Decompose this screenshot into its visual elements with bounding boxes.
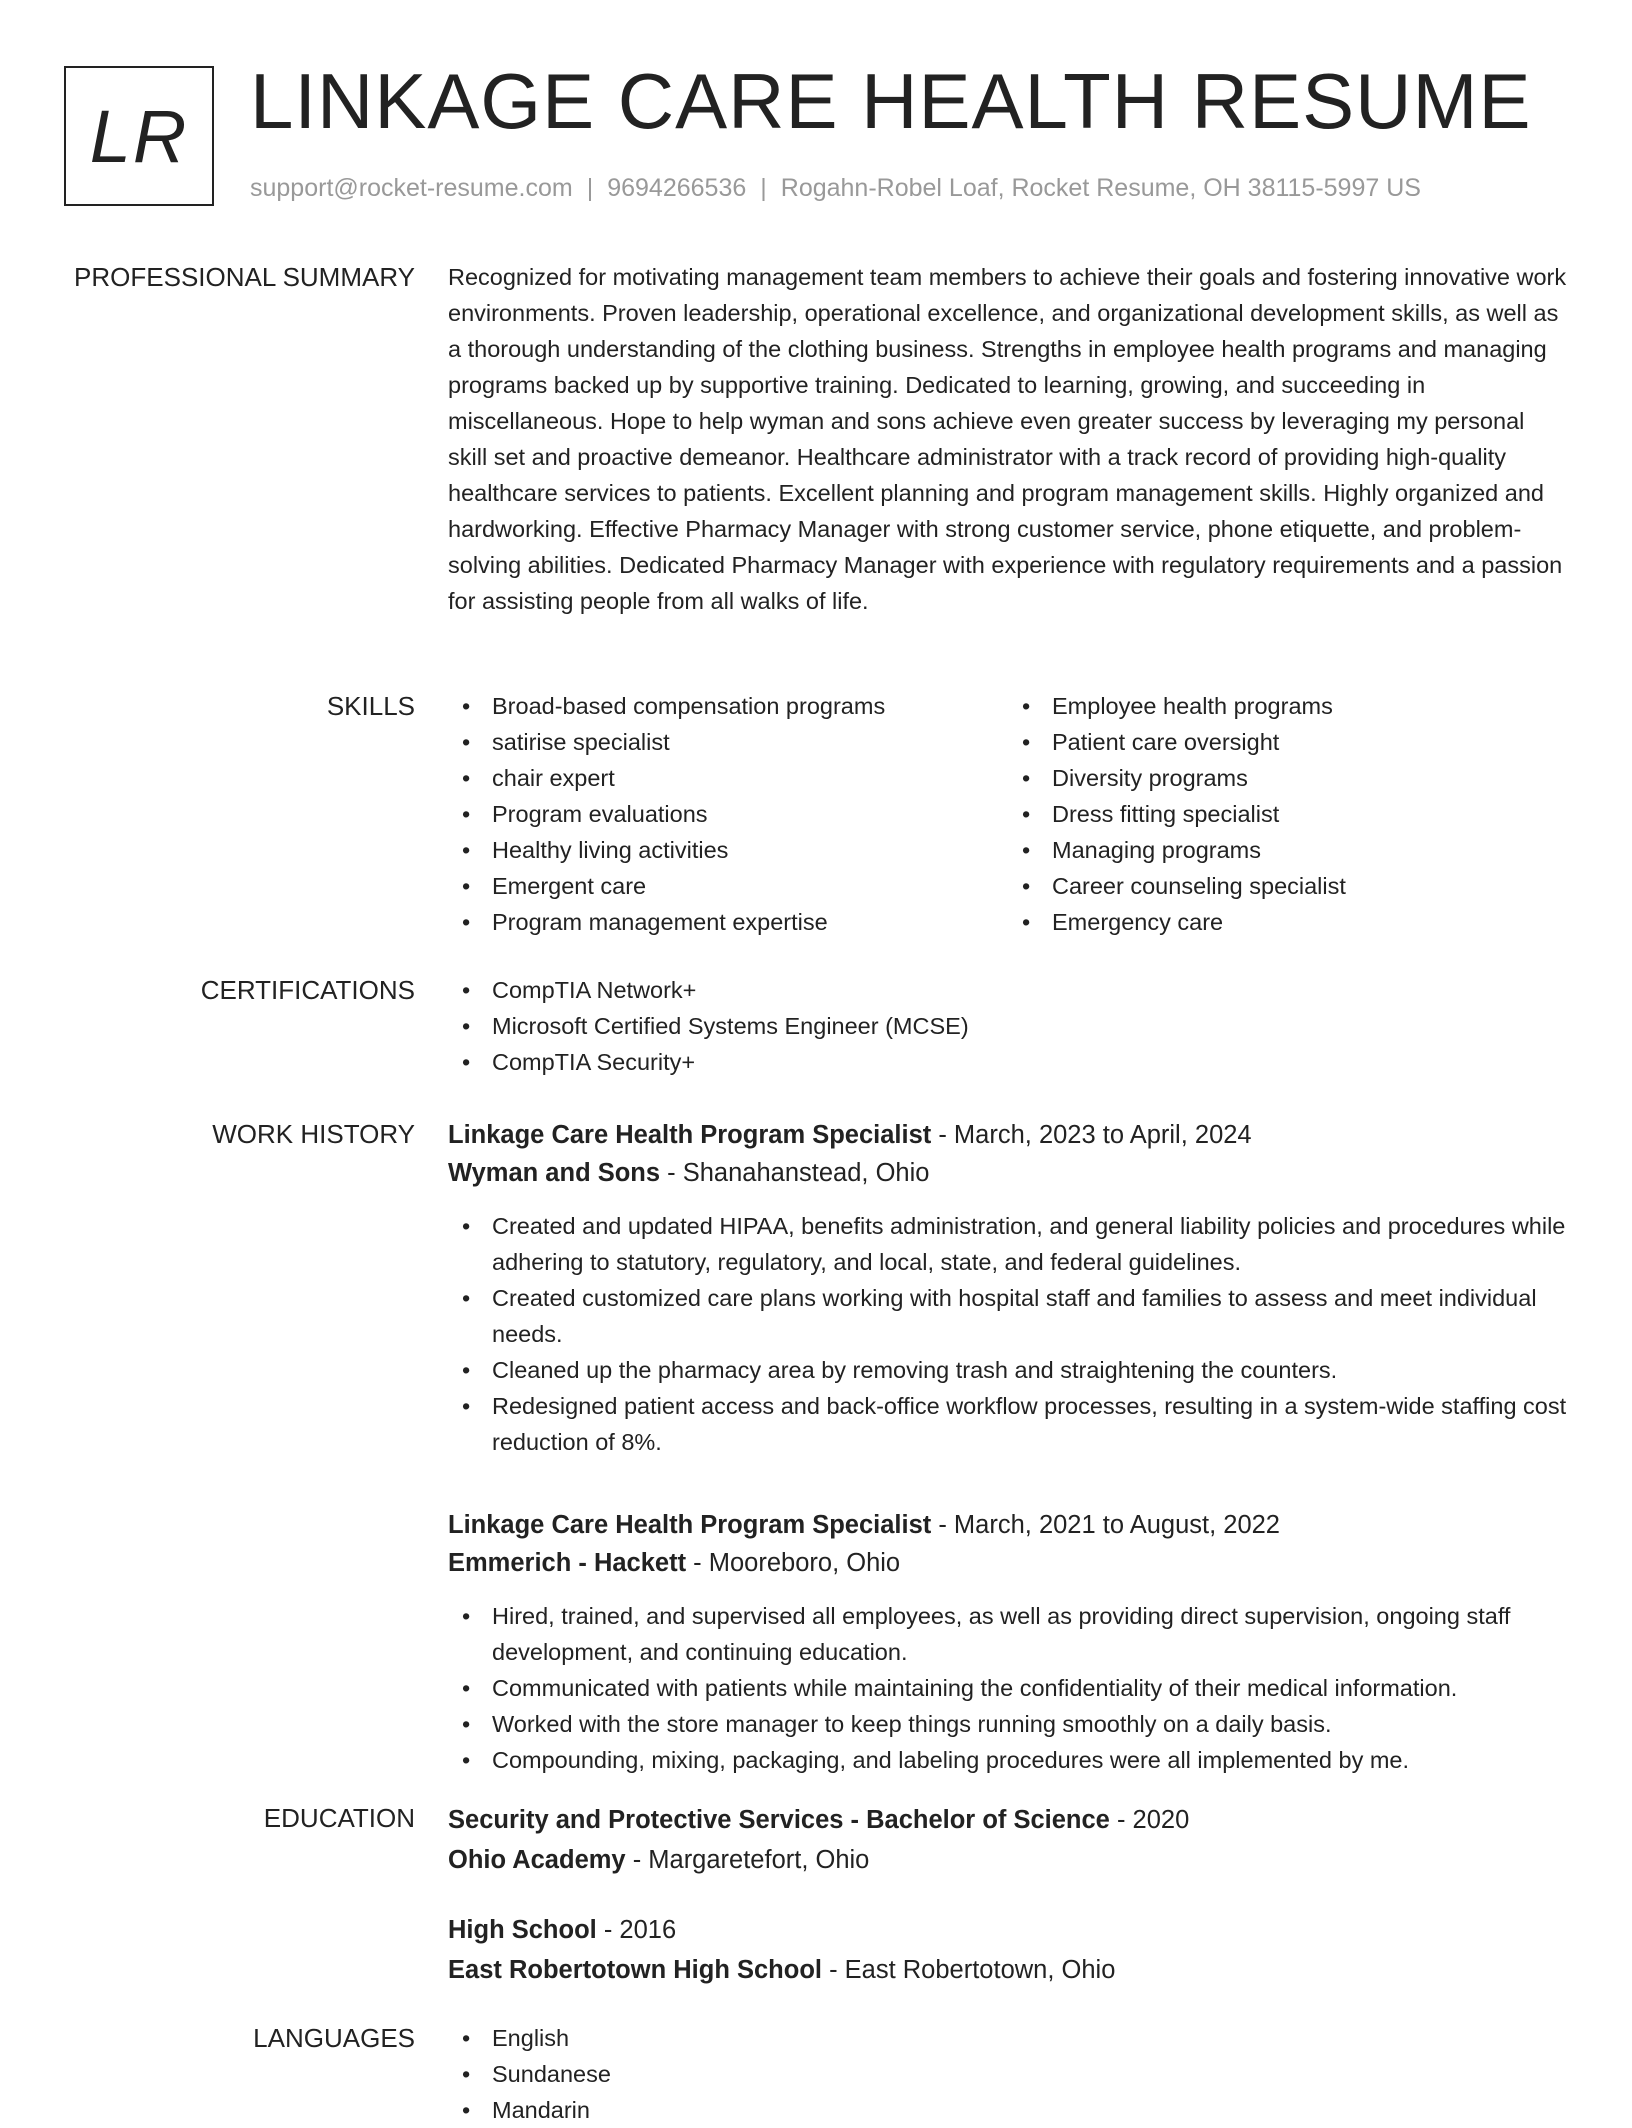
- job-company: Emmerich - Hackett: [448, 1549, 687, 1577]
- contact-separator: |: [760, 174, 767, 202]
- job-bullets: [448, 1598, 1568, 1778]
- job-dates: - March, 2023 to April, 2024: [931, 1121, 1252, 1149]
- list-item: • Healthy living activities: [492, 832, 1008, 868]
- list-item: • Created customized care plans working with hospital staff and families to assess and meet individual needs.: [492, 1280, 1568, 1352]
- list-item: • chair expert: [492, 760, 1008, 796]
- languages-label: LANGUAGES: [253, 2023, 415, 2053]
- list-item: • Patient care oversight: [1052, 724, 1568, 760]
- work-history-label: WORK HISTORY: [212, 1119, 415, 1149]
- list-item: • Dress fitting specialist: [1052, 796, 1568, 832]
- list-item: • Employee health programs: [1052, 688, 1568, 724]
- education-degree: High School: [448, 1916, 597, 1944]
- job-company-line: [448, 1544, 1568, 1582]
- list-item: • Worked with the store manager to keep things running smoothly on a daily basis.: [492, 1706, 1568, 1742]
- job-entry: [448, 1506, 1568, 1778]
- contact-line: [250, 174, 1421, 203]
- contact-email[interactable]: support@rocket-resume.com: [250, 174, 573, 202]
- list-item: • Created and updated HIPAA, benefits administration, and general liability policies and procedures while adhering to statutory, regulatory, and local, state, and federal guidelines.: [492, 1208, 1568, 1280]
- list-item: • Diversity programs: [1052, 760, 1568, 796]
- certifications-list: [448, 972, 1568, 1080]
- summary-label: PROFESSIONAL SUMMARY: [74, 262, 415, 292]
- contact-separator: |: [586, 174, 594, 202]
- skills-label: SKILLS: [326, 691, 415, 721]
- job-company: Wyman and Sons: [448, 1159, 661, 1187]
- list-item: • Program evaluations: [492, 796, 1008, 832]
- list-item: • Career counseling specialist: [1052, 868, 1568, 904]
- list-item: • Redesigned patient access and back-office workflow processes, resulting in a system-wide staffing cost reduction of 8%.: [492, 1388, 1568, 1460]
- education-location: - Margaretefort, Ohio: [625, 1846, 870, 1874]
- education-year: - 2016: [596, 1916, 677, 1944]
- summary-text: Recognized for motivating management team members to achieve their goals and fostering innovative work environments. Proven leadership, operational excellence, and organizational development skills, as well as a thorough understanding of the clothing business. Strengths in employee health programs and managing programs backed up by supportive training. Dedicated to learning, growing, and succeeding in miscellaneous. Hope to help wyman and sons achieve even greater success by leveraging my personal skill set and proactive demeanor. Healthcare administrator with a track record of providing high-quality healthcare services to patients. Excellent planning and program management skills. Highly organized and hardworking. Effective Pharmacy Manager with strong customer service, phone etiquette, and problem-solving abilities. Dedicated Pharmacy Manager with experience with regulatory requirements and a passion for assisting people from all walks of life.: [448, 264, 1567, 614]
- job-title: Linkage Care Health Program Specialist: [448, 1121, 932, 1149]
- list-item: • Emergent care: [492, 868, 1008, 904]
- certifications-label: CERTIFICATIONS: [200, 975, 415, 1005]
- education-entry: [448, 1800, 1568, 1880]
- job-location: - Shanahanstead, Ohio: [660, 1159, 930, 1187]
- job-bullets: [448, 1208, 1568, 1460]
- list-item: • English: [492, 2020, 1568, 2056]
- education-degree: Security and Protective Services - Bachelor of Science: [448, 1806, 1110, 1834]
- job-title-line: [448, 1506, 1568, 1544]
- list-item: • CompTIA Network+: [492, 972, 1568, 1008]
- education-year: - 2020: [1109, 1806, 1190, 1834]
- education-location: - East Robertotown, Ohio: [822, 1956, 1116, 1984]
- list-item: • CompTIA Security+: [492, 1044, 1568, 1080]
- job-company-line: [448, 1154, 1568, 1192]
- job-location: - Mooreboro, Ohio: [686, 1549, 901, 1577]
- job-title-line: [448, 1116, 1568, 1154]
- education-school: East Robertotown High School: [448, 1956, 822, 1984]
- list-item: • Mandarin: [492, 2092, 1568, 2128]
- job-dates: - March, 2021 to August, 2022: [931, 1511, 1280, 1539]
- job-entry: [448, 1116, 1568, 1460]
- list-item: • Managing programs: [1052, 832, 1568, 868]
- list-item: • Broad-based compensation programs: [492, 688, 1008, 724]
- list-item: • Sundanese: [492, 2056, 1568, 2092]
- list-item: • Emergency care: [1052, 904, 1568, 940]
- skills-list-left: [448, 688, 1008, 940]
- monogram-logo: LR: [64, 66, 214, 206]
- job-title: Linkage Care Health Program Specialist: [448, 1511, 932, 1539]
- list-item: • Communicated with patients while maintaining the confidentiality of their medical information.: [492, 1670, 1568, 1706]
- list-item: • Cleaned up the pharmacy area by removing trash and straightening the counters.: [492, 1352, 1568, 1388]
- list-item: • Program management expertise: [492, 904, 1008, 940]
- list-item: • Hired, trained, and supervised all employees, as well as providing direct supervision, ongoing staff development, and continuing education.: [492, 1598, 1568, 1670]
- skills-list-right: [1008, 688, 1568, 940]
- education-label: EDUCATION: [263, 1803, 415, 1833]
- list-item: • satirise specialist: [492, 724, 1008, 760]
- contact-phone[interactable]: 9694266536: [607, 174, 747, 202]
- list-item: • Compounding, mixing, packaging, and labeling procedures were all implemented by me.: [492, 1742, 1568, 1778]
- education-school: Ohio Academy: [448, 1846, 626, 1874]
- list-item: • Microsoft Certified Systems Engineer (MCSE): [492, 1008, 1568, 1044]
- education-entry: [448, 1910, 1568, 1990]
- contact-address: Rogahn-Robel Loaf, Rocket Resume, OH 38115-5997 US: [780, 174, 1421, 202]
- resume-title: LINKAGE CARE HEALTH RESUME: [250, 57, 1532, 145]
